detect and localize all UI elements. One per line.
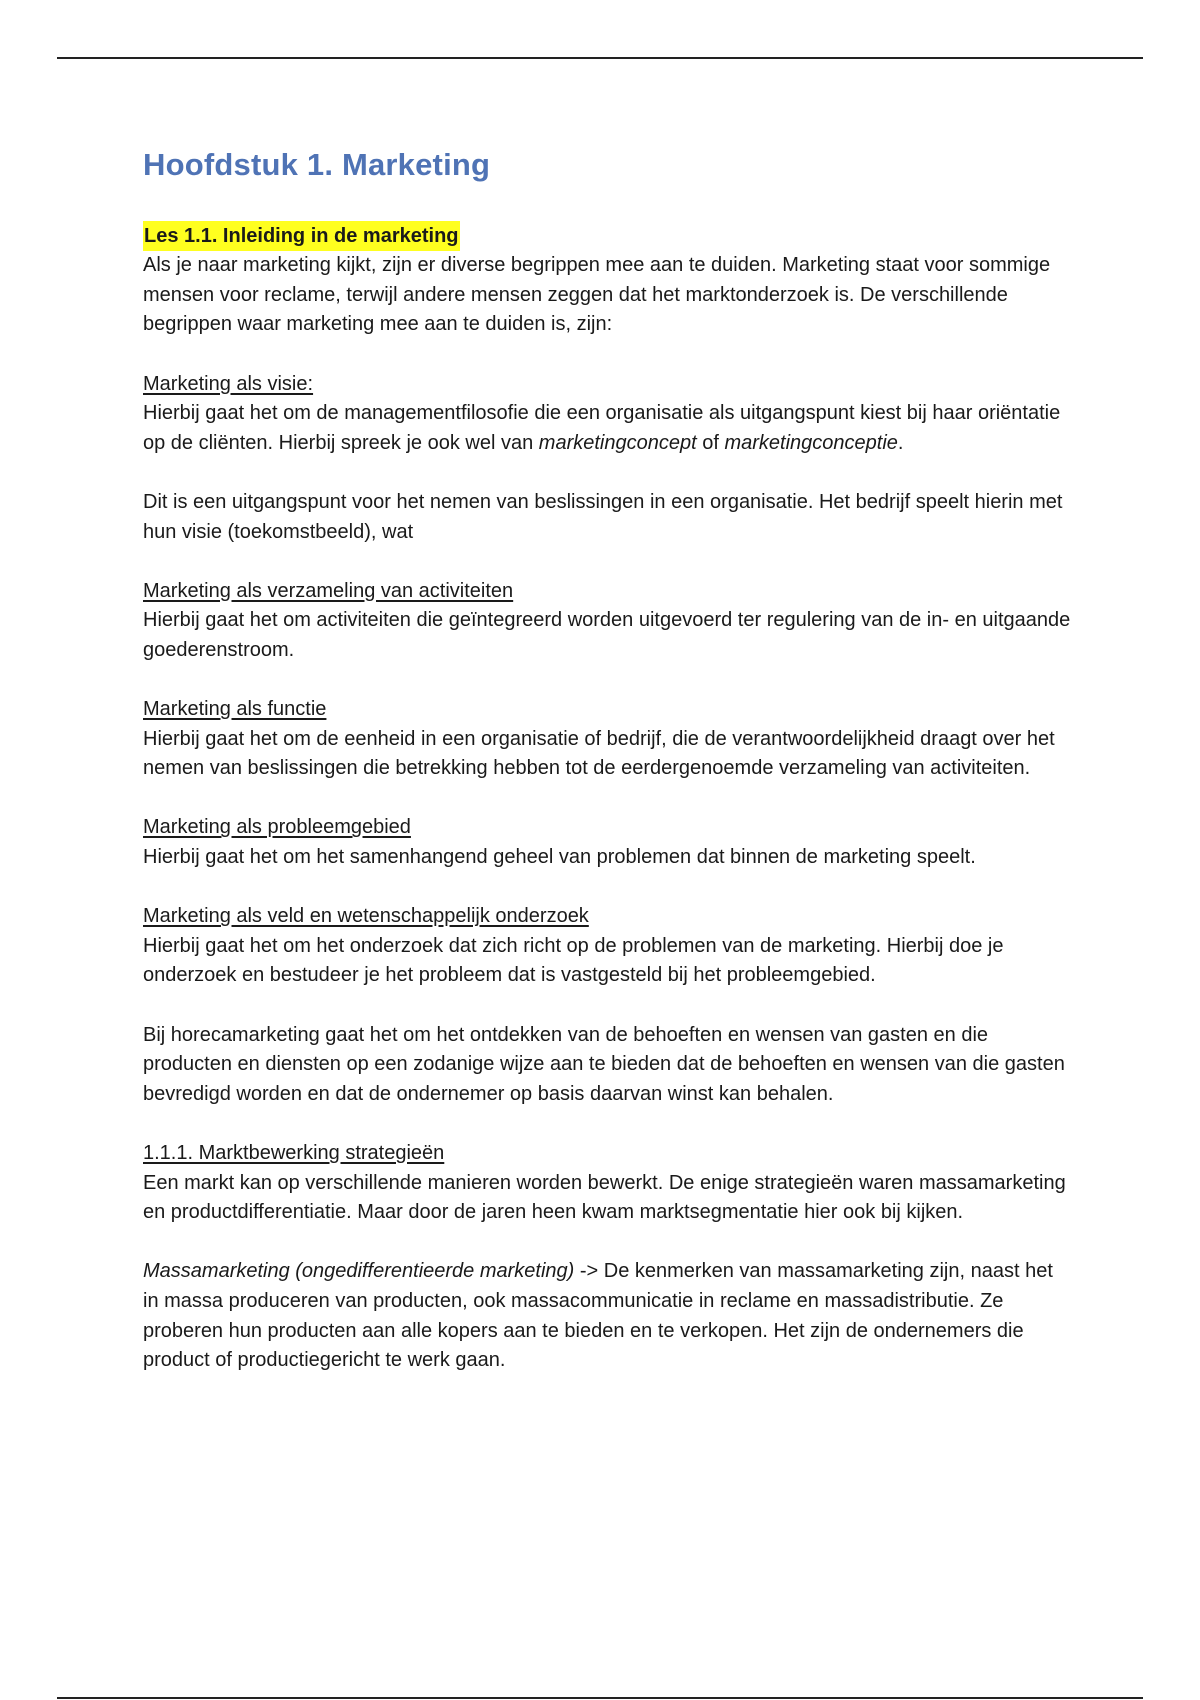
section-activiteiten <box>143 577 1073 666</box>
text-segment: -> De kenmerken van massamarketing zijn, naast het in massa produceren van producten, ook massacommunicatie in reclame en massadistributie. Ze proberen hun producten aan alle kopers aan te bieden en te verkopen. Het zijn de ondernemers die product of productiegericht te werk gaan. <box>143 1260 1053 1372</box>
section-probleemgebied <box>143 813 1073 872</box>
section-heading-onderzoek: Marketing als veld en wetenschappelijk onderzoek <box>143 905 589 928</box>
chapter-title: Hoofdstuk 1. Marketing <box>143 147 491 182</box>
section-heading-functie: Marketing als functie <box>143 698 327 721</box>
lesson-intro: Als je naar marketing kijkt, zijn er diverse begrippen mee aan te duiden. Marketing staat voor sommige mensen voor reclame, terwijl andere mensen zeggen dat het marktonderzoek is. De verschillende begrippen waar marketing mee aan te duiden is, zijn: <box>143 254 1051 336</box>
section-visie-extra <box>143 488 1073 547</box>
footer-rule <box>57 1697 1143 1699</box>
text-segment: of <box>696 431 725 454</box>
section-text-activiteiten: Hierbij gaat het om activiteiten die geïntegreerd worden uitgevoerd ter regulering van de in- en uitgaande goederenstroom. <box>143 609 1071 661</box>
lesson-section <box>143 183 1073 340</box>
section-massamarketing <box>143 1257 1073 1375</box>
term-massamarketing: Massamarketing (ongedifferentieerde marketing) <box>143 1260 575 1283</box>
text-segment: Hierbij gaat het om de managementfilosofie die een organisatie als uitgangspunt kiest bij haar oriëntatie op de cliënten. Hierbij spreek je ook wel van <box>143 402 1061 454</box>
section-text-probleemgebied: Hierbij gaat het om het samenhangend geheel van problemen dat binnen de marketing speelt. <box>143 846 976 869</box>
section-functie <box>143 695 1073 784</box>
section-heading-probleemgebied: Marketing als probleemgebied <box>143 816 411 839</box>
section-heading-visie: Marketing als visie: <box>143 372 314 395</box>
section-text-functie: Hierbij gaat het om de eenheid in een organisatie of bedrijf, die de verantwoordelijkheid draagt over het nemen van beslissingen die betrekking hebben tot de eerdergenoemde verzameling van activiteiten. <box>143 727 1055 780</box>
section-visie <box>143 370 1073 459</box>
section-heading-strategie: 1.1.1. Marktbewerking strategieën <box>143 1142 445 1164</box>
term-marketingconcept: marketingconcept <box>538 431 697 454</box>
text-segment: . <box>897 431 904 454</box>
section-text-horeca: Bij horecamarketing gaat het om het ontdekken van de behoeften en wensen van gasten en die producten en diensten op een zodanige wijze aan te bieden dat de behoeften en wensen van die gasten bevredigd worden en dat de ondernemer op basis daarvan winst kan behalen. <box>143 1023 1065 1105</box>
section-text-visie-extra: Dit is een uitgangspunt voor het nemen van beslissingen in een organisatie. Het bedrijf speelt hierin met hun visie (toekomstbeeld), wat <box>143 490 1063 543</box>
section-text-visie <box>143 399 1073 458</box>
section-heading-activiteiten: Marketing als verzameling van activiteiten <box>143 579 514 602</box>
lesson-title-highlight: Les 1.1. Inleiding in de marketing <box>143 221 460 251</box>
document-page <box>143 140 1073 1376</box>
header-rule <box>57 57 1143 59</box>
section-text-onderzoek: Hierbij gaat het om het onderzoek dat zich richt op de problemen van de marketing. Hierbij doe je onderzoek en bestudeer je het probleem dat is vastgesteld bij het probleemgebied. <box>143 934 1004 987</box>
term-marketingconceptie: marketingconceptie <box>724 431 898 454</box>
section-horeca <box>143 1021 1073 1110</box>
section-text-massamarketing <box>143 1257 1073 1375</box>
section-strategie <box>143 1139 1073 1228</box>
section-onderzoek <box>143 902 1073 991</box>
section-text-strategie: Een markt kan op verschillende manieren worden bewerkt. De enige strategieën waren massamarketing en productdifferentiatie. Maar door de jaren heen kwam marktsegmentatie hier ook bij kijken. <box>143 1171 1066 1224</box>
